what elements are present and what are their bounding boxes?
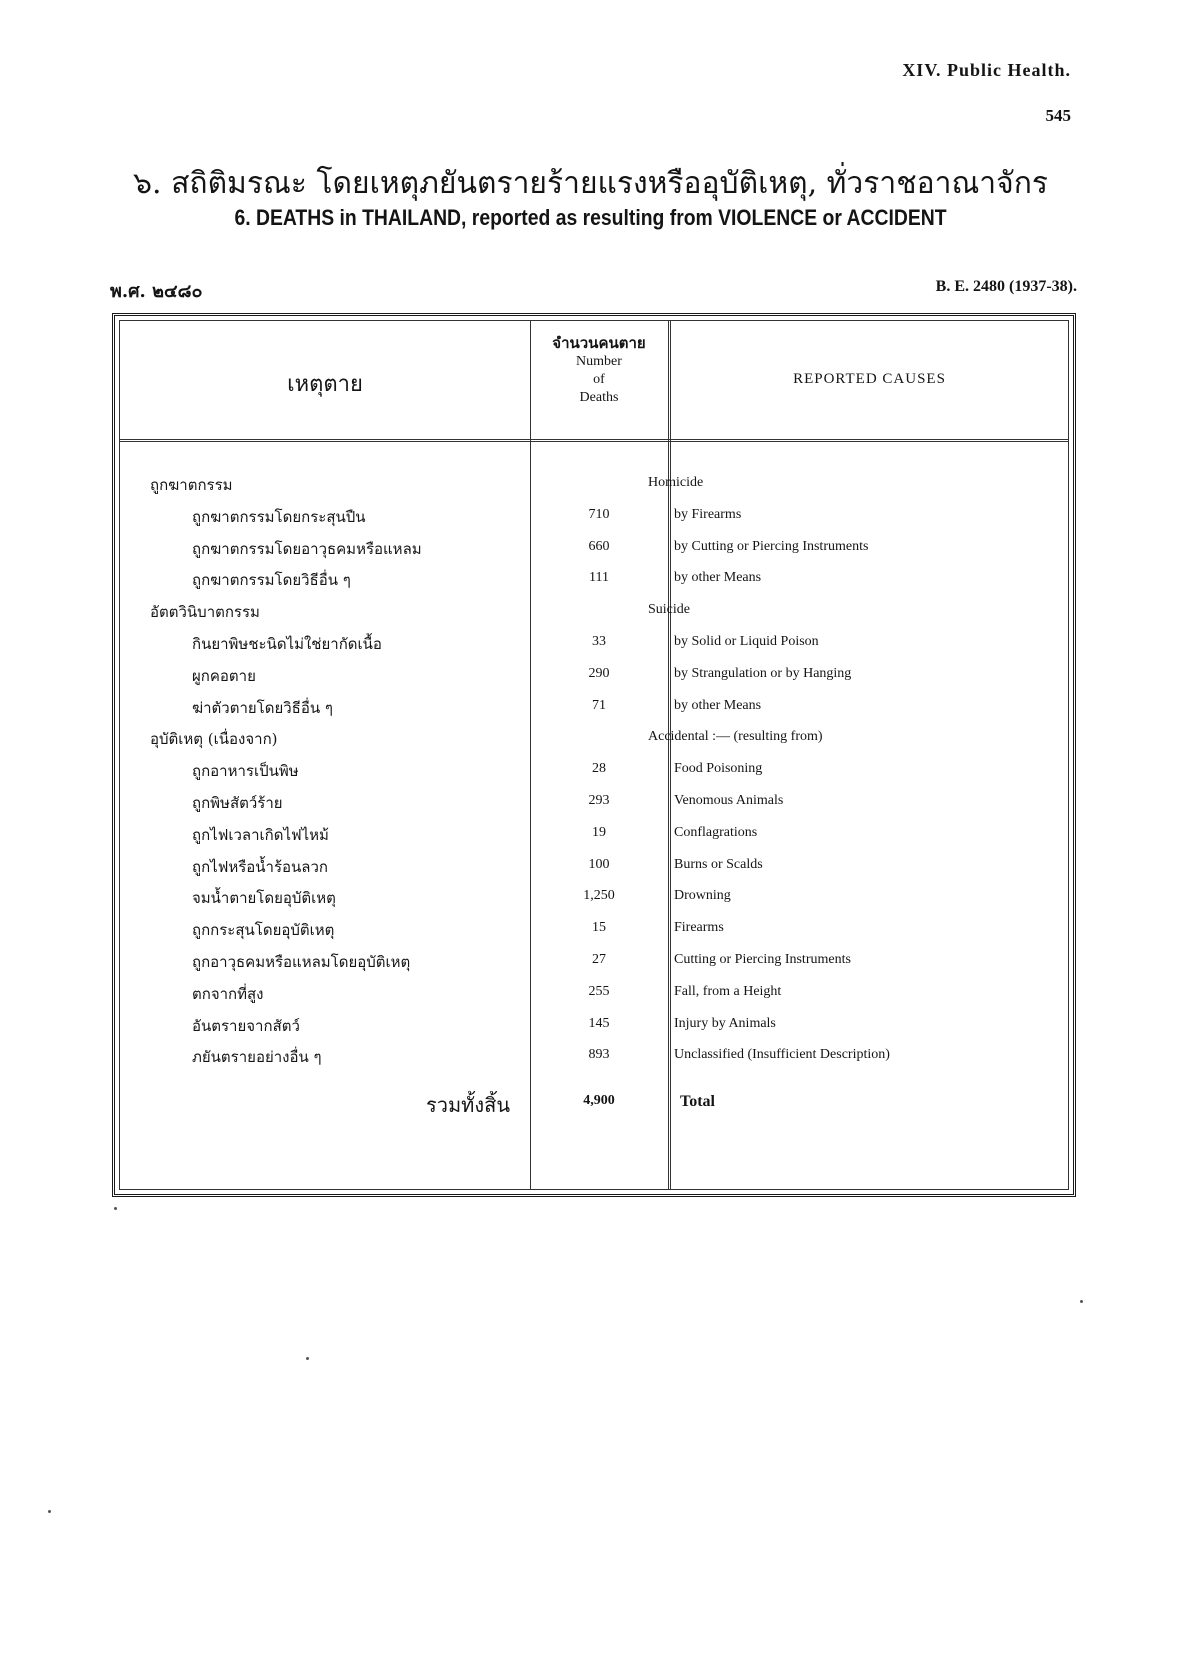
- cause-english: Venomous Animals: [674, 793, 784, 808]
- cause-english: by other Means: [674, 697, 762, 713]
- table-row: [120, 1041, 1068, 1073]
- cause-english: Homicide: [648, 475, 704, 490]
- page-speck: [306, 1357, 309, 1360]
- death-count: 100: [588, 856, 610, 872]
- cause-thai: ถูกกระสุนโดยอุบัติเหตุ: [192, 921, 335, 940]
- cause-english: Unclassified (Insufficient Description): [674, 1047, 890, 1063]
- year-english: B. E. 2480 (1937-38).: [935, 278, 1077, 295]
- total-row: [120, 1087, 1068, 1119]
- table-row: [120, 946, 1068, 978]
- page-speck: [48, 1510, 51, 1513]
- cause-thai: ตกจากที่สูง: [192, 984, 264, 1003]
- table-row: [120, 628, 1068, 660]
- cause-english: Fall, from a Height: [674, 983, 782, 999]
- death-count: 145: [588, 1015, 610, 1031]
- cause-thai: กินยาพิษชะนิดไม่ใช่ยากัดเนื้อ: [192, 635, 382, 653]
- cause-english: by other Means: [674, 570, 762, 586]
- table-inner-frame: [119, 320, 1069, 1190]
- death-count: 27: [592, 952, 606, 967]
- cause-english: by Firearms: [674, 506, 742, 522]
- table-row: [120, 564, 1068, 596]
- cause-english: Firearms: [674, 920, 724, 936]
- table-row: [120, 1010, 1068, 1042]
- table-row: [120, 787, 1068, 819]
- year-thai: พ.ศ. ๒๔๘๐: [110, 281, 203, 302]
- cause-english: by Cutting or Piercing Instruments: [674, 538, 869, 554]
- cause-english: by Strangulation or by Hanging: [674, 665, 852, 681]
- death-count: 111: [589, 570, 609, 586]
- death-count: 19: [592, 824, 606, 840]
- table-row: [120, 914, 1068, 946]
- cause-english: Drowning: [674, 888, 731, 904]
- cause-thai: ถูกอาหารเป็นพิษ: [192, 762, 299, 781]
- table-row: [120, 660, 1068, 692]
- cause-thai: จมน้ำตายโดยอุบัติเหตุ: [192, 889, 336, 908]
- death-count: 15: [592, 920, 606, 936]
- cause-thai: ภยันตรายอย่างอื่น ๆ: [192, 1048, 322, 1067]
- cause-english: Burns or Scalds: [674, 856, 763, 872]
- page-speck: [1080, 1300, 1083, 1303]
- cause-thai: ถูกฆาตกรรมโดยกระสุนปืน: [192, 507, 366, 526]
- death-count: 33: [592, 634, 606, 649]
- cause-thai: ถูกอาวุธคมหรือแหลมโดยอุบัติเหตุ: [192, 953, 411, 971]
- cause-english: Conflagrations: [674, 824, 758, 840]
- death-count: 71: [592, 697, 606, 713]
- header-number-en: Number: [576, 354, 622, 369]
- death-count: 293: [588, 793, 610, 808]
- cause-thai: ถูกฆาตกรรมโดยวิธีอื่น ๆ: [192, 571, 351, 590]
- cause-english: Suicide: [648, 602, 690, 618]
- death-count: 1,250: [583, 888, 615, 904]
- table-row: [120, 692, 1068, 724]
- death-count: 28: [592, 761, 606, 777]
- death-count: 710: [588, 506, 610, 522]
- cause-english: by Solid or Liquid Poison: [674, 634, 819, 649]
- table-row: [120, 533, 1068, 565]
- table-row: [120, 723, 1068, 755]
- cause-thai: ถูกพิษสัตว์ร้าย: [192, 794, 283, 812]
- cause-thai: ฆ่าตัวตายโดยวิธีอื่น ๆ: [192, 698, 333, 717]
- page-number: 545: [1045, 106, 1071, 125]
- total-label-english: Total: [680, 1093, 715, 1111]
- death-count: 255: [588, 983, 610, 999]
- page-title-english: 6. DEATHS in THAILAND, reported as resulting from VIOLENCE or ACCIDENT: [234, 205, 947, 230]
- table-row: [120, 882, 1068, 914]
- header-number-of-deaths: [530, 335, 668, 407]
- running-head: XIV. Public Health.: [902, 60, 1071, 80]
- cause-thai: อัตตวินิบาตกรรม: [150, 603, 260, 622]
- cause-thai: ถูกไฟเวลาเกิดไฟไหม้: [192, 825, 329, 844]
- cause-thai: ถูกฆาตกรรม: [150, 476, 233, 494]
- page-speck: [114, 1207, 117, 1210]
- table-row: [120, 851, 1068, 883]
- deaths-table: [112, 313, 1076, 1197]
- table-row: [120, 596, 1068, 628]
- cause-thai: อันตรายจากสัตว์: [192, 1016, 300, 1035]
- table-row: [120, 469, 1068, 501]
- header-cause-thai: เหตุตาย: [287, 372, 363, 397]
- header-of-en: of: [593, 372, 605, 387]
- cause-thai: ผูกคอตาย: [192, 666, 256, 685]
- header-number-thai: จำนวนคนตาย: [552, 336, 646, 352]
- death-count: 660: [588, 538, 610, 554]
- cause-thai: ถูกไฟหรือน้ำร้อนลวก: [192, 857, 328, 876]
- cause-thai: ถูกฆาตกรรมโดยอาวุธคมหรือแหลม: [192, 539, 422, 558]
- header-cause-english: REPORTED CAUSES: [793, 371, 946, 387]
- header-rule: [120, 439, 1068, 442]
- header-deaths-en: Deaths: [579, 390, 619, 405]
- total-value: 4,900: [583, 1093, 615, 1109]
- cause-english: Food Poisoning: [674, 761, 763, 777]
- total-label-thai: รวมทั้งสิ้น: [426, 1093, 510, 1118]
- table-row: [120, 755, 1068, 787]
- table-row: [120, 819, 1068, 851]
- table-row: [120, 978, 1068, 1010]
- page-title-thai: ๖. สถิติมรณะ โดยเหตุภยันตรายร้ายแรงหรืออุบัติเหตุ, ทั่วราชอาณาจักร: [132, 166, 1048, 201]
- death-count: 893: [588, 1047, 610, 1063]
- cause-english: Cutting or Piercing Instruments: [674, 952, 851, 967]
- cause-english: Injury by Animals: [674, 1015, 776, 1031]
- cause-english: Accidental :— (resulting from): [648, 729, 823, 745]
- cause-thai: อุบัติเหตุ (เนื่องจาก): [150, 730, 278, 749]
- death-count: 290: [588, 665, 610, 681]
- table-row: [120, 501, 1068, 533]
